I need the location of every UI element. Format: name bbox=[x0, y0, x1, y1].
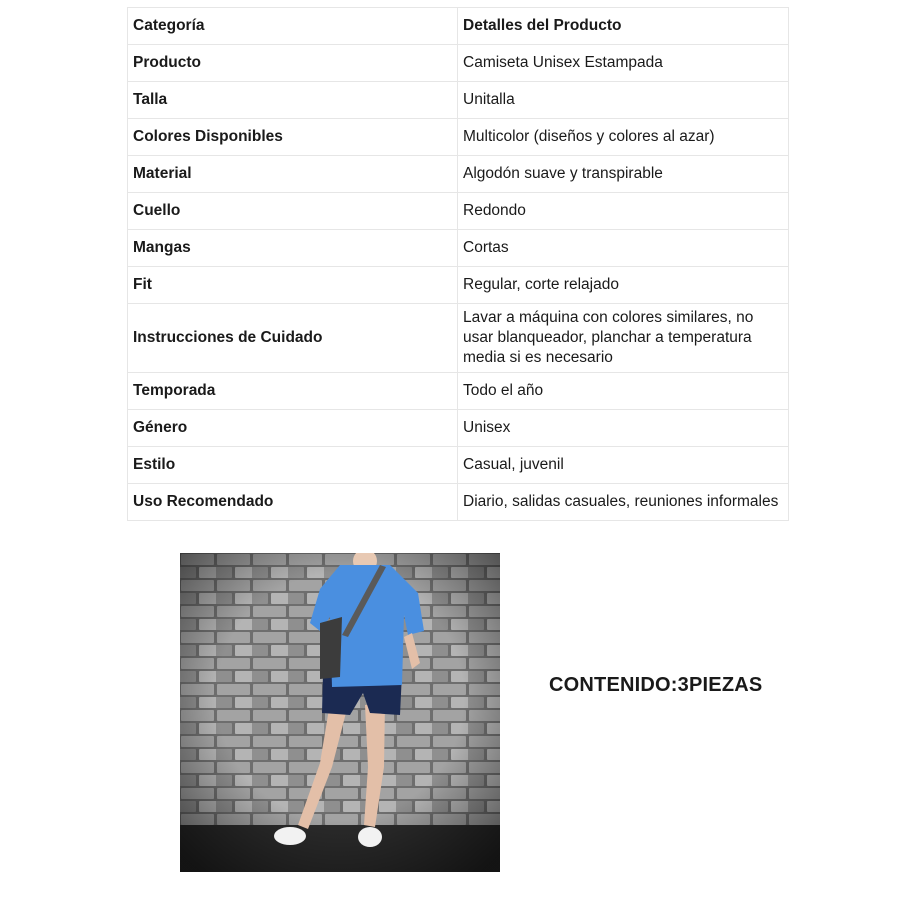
row-label: Mangas bbox=[128, 230, 458, 267]
row-value: Todo el año bbox=[458, 373, 789, 410]
row-value: Multicolor (diseños y colores al azar) bbox=[458, 119, 789, 156]
row-label: Temporada bbox=[128, 373, 458, 410]
row-value: Algodón suave y transpirable bbox=[458, 156, 789, 193]
table-row bbox=[128, 193, 789, 230]
table-row bbox=[128, 373, 789, 410]
table-row bbox=[128, 119, 789, 156]
row-label: Instrucciones de Cuidado bbox=[128, 304, 458, 373]
product-photo bbox=[180, 553, 500, 872]
row-label: Colores Disponibles bbox=[128, 119, 458, 156]
table-row bbox=[128, 484, 789, 521]
row-label: Estilo bbox=[128, 447, 458, 484]
sneaker bbox=[274, 827, 306, 845]
row-value: Diario, salidas casuales, reuniones informales bbox=[458, 484, 789, 521]
sneaker bbox=[358, 827, 382, 847]
row-value: Unisex bbox=[458, 410, 789, 447]
row-label: Género bbox=[128, 410, 458, 447]
crossbody-bag bbox=[320, 617, 342, 679]
row-value: Unitalla bbox=[458, 82, 789, 119]
row-label: Uso Recomendado bbox=[128, 484, 458, 521]
row-value: Casual, juvenil bbox=[458, 447, 789, 484]
contents-label: CONTENIDO:3PIEZAS bbox=[549, 674, 763, 696]
table-row bbox=[128, 410, 789, 447]
row-label: Fit bbox=[128, 267, 458, 304]
product-spec-table bbox=[127, 7, 789, 521]
row-label: Material bbox=[128, 156, 458, 193]
row-value: Redondo bbox=[458, 193, 789, 230]
row-label: Talla bbox=[128, 82, 458, 119]
table-row bbox=[128, 156, 789, 193]
table-row bbox=[128, 45, 789, 82]
header-details: Detalles del Producto bbox=[458, 8, 789, 45]
row-value: Camiseta Unisex Estampada bbox=[458, 45, 789, 82]
table-row bbox=[128, 230, 789, 267]
row-label: Cuello bbox=[128, 193, 458, 230]
row-value: Lavar a máquina con colores similares, no usar blanqueador, planchar a temperatura media si es necesario bbox=[458, 304, 789, 373]
table-row bbox=[128, 304, 789, 373]
row-label: Producto bbox=[128, 45, 458, 82]
table-header-row bbox=[128, 8, 789, 45]
row-value: Cortas bbox=[458, 230, 789, 267]
row-value: Regular, corte relajado bbox=[458, 267, 789, 304]
table-row bbox=[128, 82, 789, 119]
table-row bbox=[128, 267, 789, 304]
header-category: Categoría bbox=[128, 8, 458, 45]
table-row bbox=[128, 447, 789, 484]
